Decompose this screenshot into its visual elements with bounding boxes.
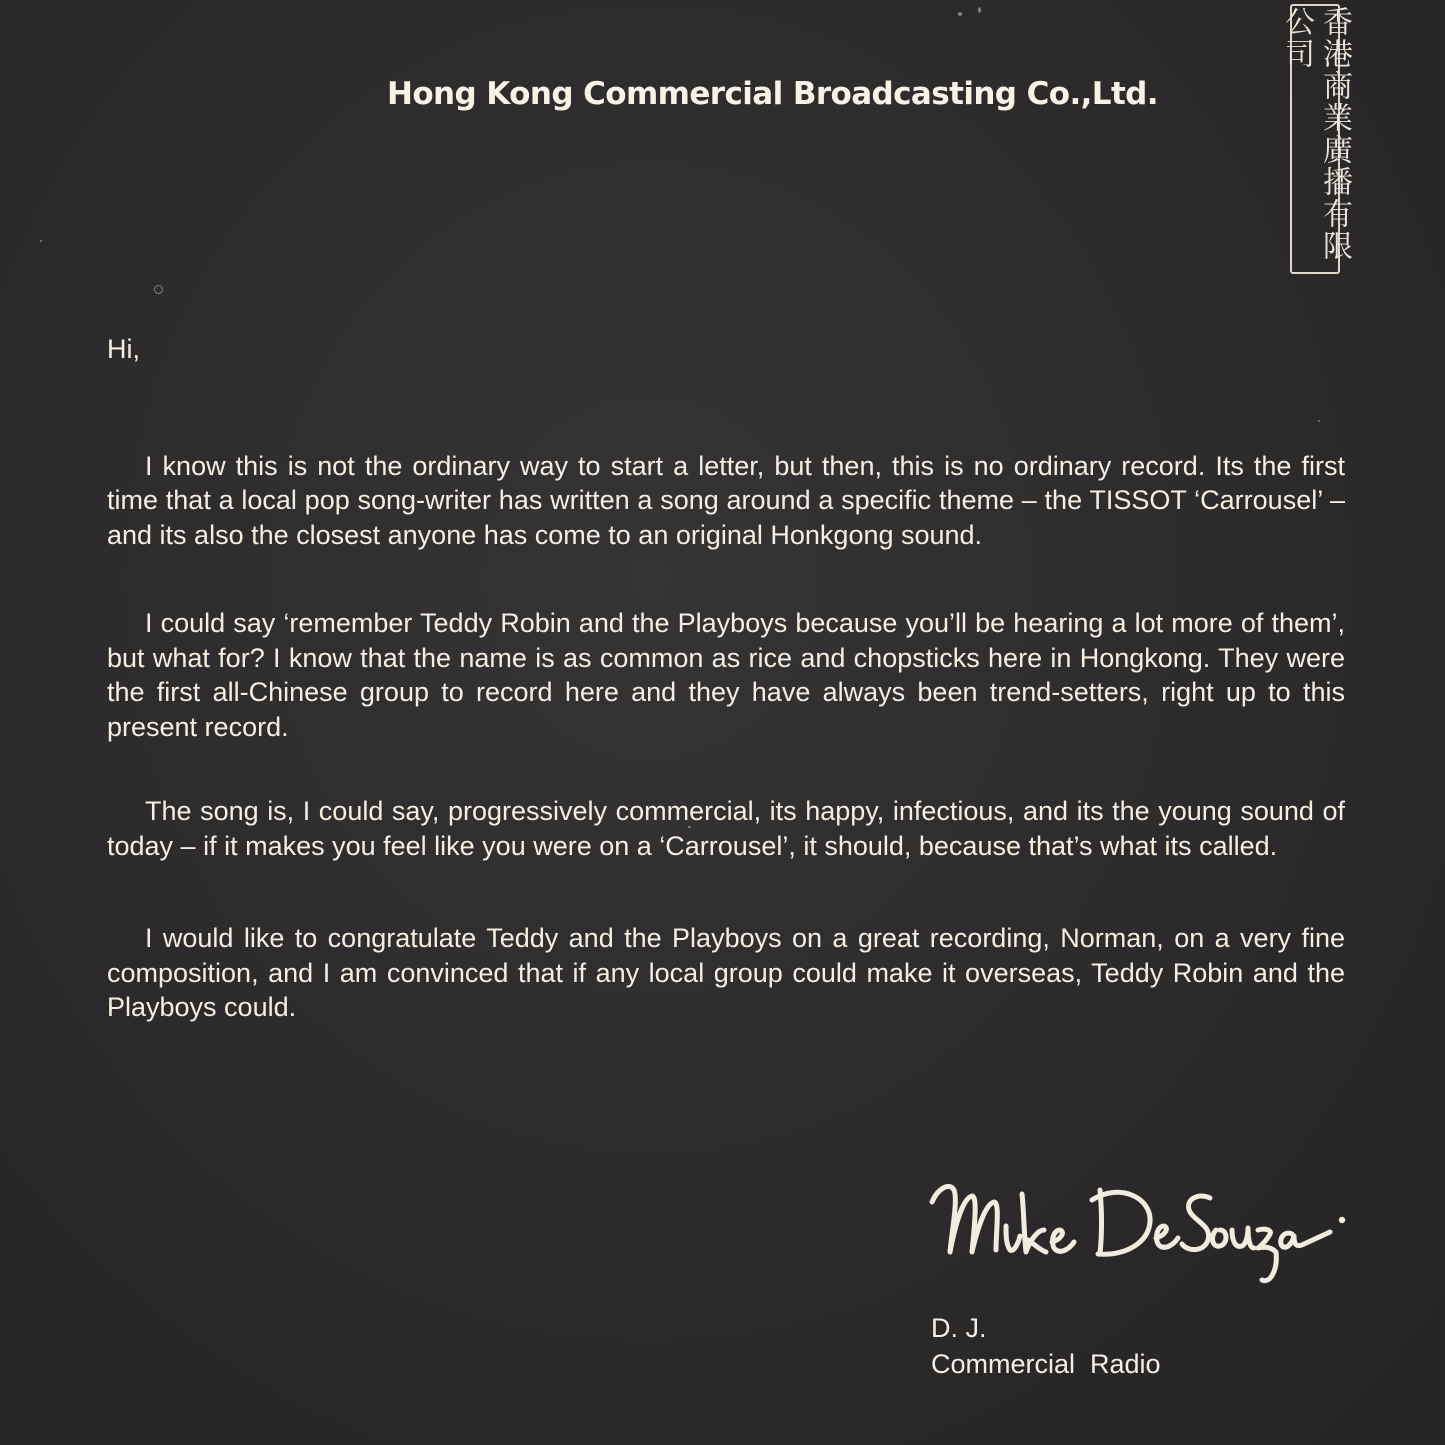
signatory-title: D. J.: [931, 1313, 987, 1343]
greeting: Hi,: [107, 334, 140, 364]
company-letterhead: Hong Kong Commercial Broadcasting Co.,Ltd.: [387, 76, 1158, 112]
signature-drawing: [920, 1160, 1350, 1290]
signature-credit: [931, 1310, 1161, 1382]
dust-speck: [40, 240, 42, 242]
paragraph: The song is, I could say, progressively commercial, its happy, infectious, and its the young sound of today – if it makes you feel like you were on a ‘Carrousel’, it should, because that’s what its called.: [107, 796, 1345, 861]
seal-text: 香港商業廣播有限公司: [1279, 6, 1352, 262]
dust-speck: [154, 285, 163, 294]
dust-speck: [958, 12, 962, 16]
chinese-seal: [1279, 4, 1352, 274]
dust-speck: [978, 7, 981, 13]
paragraph: I could say ‘remember Teddy Robin and the Playboys because you’ll be hearing a lot more of them’, but what for? I know that the name is as common as rice and chopsticks here in Hongkong. They were the first all-Chinese group to record here and they have always been trend-setters, right up to this present record.: [107, 608, 1345, 742]
handwritten-signature: [920, 1160, 1350, 1290]
paragraph: I know this is not the ordinary way to start a letter, but then, this is no ordinary record. Its the first time that a local pop song-writer has written a song around a specific theme – the TISSOT ‘Carrousel’ – and its also the closest anyone has come to an original Honkgong sound.: [107, 450, 1345, 550]
signature-name: [920, 1290, 921, 1291]
letter-body: [107, 332, 1345, 1079]
signatory-organization: Commercial Radio: [931, 1349, 1161, 1379]
paragraph: I would like to congratulate Teddy and the Playboys on a great recording, Norman, on a very fine composition, and I am convinced that if any local group could make it overseas, Teddy Robin and the Playboys could.: [107, 923, 1345, 1022]
